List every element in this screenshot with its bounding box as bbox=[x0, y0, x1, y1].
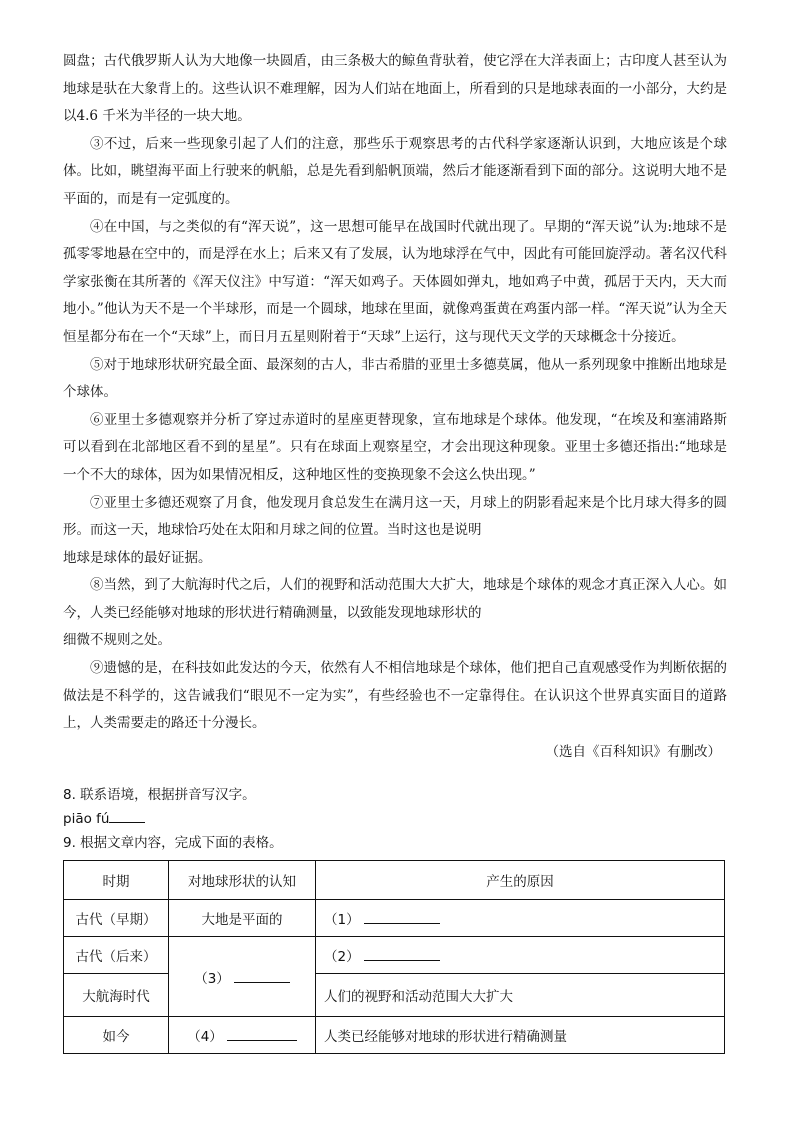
pinyin-answer-blank[interactable] bbox=[109, 808, 145, 823]
cell-period: 如今 bbox=[64, 1017, 169, 1054]
table-row bbox=[64, 900, 725, 937]
question-8-pinyin-row bbox=[63, 807, 727, 831]
cell-cognition: 大地是平面的 bbox=[169, 900, 316, 937]
cell-period: 古代（后来） bbox=[64, 937, 169, 974]
pinyin-text: piāo fú bbox=[63, 811, 110, 827]
reading-passage bbox=[63, 48, 727, 766]
passage-paragraph-5: ⑤对于地球形状研究最全面、最深刻的古人，非古希腊的亚里士多德莫属，他从一系列现象中推断出地球是个球体。 bbox=[63, 356, 727, 401]
answer-blank-2[interactable] bbox=[364, 946, 440, 961]
passage-paragraph-3: ③不过，后来一些现象引起了人们的注意，那些乐于观察思考的古代科学家逐渐认识到，大地应该是个球体。比如，眺望海平面上行驶来的帆船，总是先看到船帆顶端，然后才能逐渐看到下面的部分。这说明大地不是平面的，而是有一定弧度的。 bbox=[63, 135, 727, 207]
cell-cognition-blank-3 bbox=[169, 937, 316, 1017]
cell-cognition-blank-4 bbox=[169, 1017, 316, 1054]
cell-reason-blank-1 bbox=[316, 900, 725, 937]
passage-source: （选自《百科知识》有删改） bbox=[545, 743, 721, 760]
blank-label: （1） bbox=[324, 912, 360, 928]
answer-table bbox=[63, 860, 725, 1054]
table-row bbox=[64, 1017, 725, 1054]
cell-period: 古代（早期） bbox=[64, 900, 169, 937]
table-row bbox=[64, 937, 725, 974]
question-9: 9. 根据文章内容，完成下面的表格。 bbox=[63, 835, 283, 851]
header-reason: 产生的原因 bbox=[316, 861, 725, 900]
blank-label: （4） bbox=[187, 1029, 223, 1045]
passage-paragraph-8: ⑧当然，到了大航海时代之后，人们的视野和活动范围大大扩大，地球是个球体的观念才真正深入人心。如今，人类已经能够对地球的形状进行精确测量，以致能发现地球形状的 bbox=[63, 577, 727, 621]
passage-paragraph-8-continued: 细微不规则之处。 bbox=[63, 632, 171, 649]
header-period: 时期 bbox=[64, 861, 169, 900]
passage-paragraph-7-continued: 地球是球体的最好证据。 bbox=[63, 549, 212, 566]
cell-reason-blank-2 bbox=[316, 937, 725, 974]
answer-blank-1[interactable] bbox=[364, 909, 440, 924]
blank-label: （3） bbox=[194, 970, 230, 987]
cell-period: 大航海时代 bbox=[64, 974, 169, 1017]
cell-reason: 人类已经能够对地球的形状进行精确测量 bbox=[316, 1017, 725, 1054]
blank-label: （2） bbox=[324, 949, 360, 965]
answer-blank-3[interactable] bbox=[234, 968, 290, 983]
table-header-row bbox=[64, 861, 725, 900]
answer-blank-4[interactable] bbox=[227, 1026, 297, 1041]
passage-paragraph-7: ⑦亚里士多德还观察了月食，他发现月食总发生在满月这一天，月球上的阴影看起来是个比月球大得多的圆形。而这一天，地球恰巧处在太阳和月球之间的位置。当时这也是说明 bbox=[63, 494, 727, 539]
passage-paragraph-6: ⑥亚里士多德观察并分析了穿过赤道时的星座更替现象，宣布地球是个球体。他发现，“在埃及和塞浦路斯可以看到在北部地区看不到的星星”。只有在球面上观察星空，才会出现这种现象。亚里士多德还指出:“地球是一个不大的球体，因为如果情况相反，这种地区性的变换现象不会这么快出现。” bbox=[63, 411, 727, 483]
table-row bbox=[64, 974, 725, 1017]
question-8: 8. 联系语境，根据拼音写汉字。 bbox=[63, 787, 256, 803]
questions-section bbox=[63, 783, 727, 855]
passage-paragraph-4: ④在中国，与之类似的有“浑天说”，这一思想可能早在战国时代就出现了。早期的“浑天说”认为:地球不是孤零零地悬在空中的，而是浮在水上；后来又有了发展，认为地球浮在气中，因此有可能回旋浮动。著名汉代科学家张衡在其所著的《浑天仪注》中写道：“浑天如鸡子。天体圆如弹丸，地如鸡子中黄，孤居于天内，天大而地小。”他认为天不是一个半球形，而是一个圆球，地球在里面，就像鸡蛋黄在鸡蛋内部一样。“浑天说”认为全天恒星都分布在一个“天球”上，而日月五星则附着于“天球”上运行，这与现代天文学的天球概念十分接近。 bbox=[63, 218, 727, 345]
header-cognition: 对地球形状的认知 bbox=[169, 861, 316, 900]
passage-paragraph-9: ⑨遗憾的是，在科技如此发达的今天，依然有人不相信地球是个球体，他们把自己直观感受作为判断依据的做法是不科学的，这告诫我们“眼见不一定为实”，有些经验也不一定靠得住。在认识这个世界真实面目的道路上，人类需要走的路还十分漫长。 bbox=[63, 660, 727, 732]
cell-reason: 人们的视野和活动范围大大扩大 bbox=[316, 974, 725, 1017]
passage-paragraph-2-continued: 圆盘；古代俄罗斯人认为大地像一块圆盾，由三条极大的鲸鱼背驮着，使它浮在大洋表面上；古印度人甚至认为地球是驮在大象背上的。这些认识不难理解，因为人们站在地面上，所看到的只是地球表面的一小部分，大约是以4.6 千米为半径的一块大地。 bbox=[63, 53, 727, 125]
